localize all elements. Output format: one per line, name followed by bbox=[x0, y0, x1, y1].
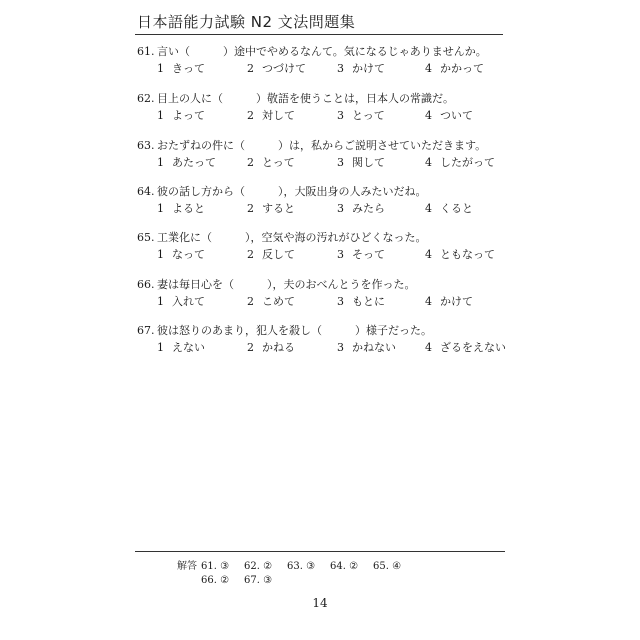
question-number: 66. bbox=[137, 278, 155, 291]
answer-option bbox=[425, 155, 495, 171]
page-header bbox=[135, 8, 503, 35]
question-text: 目上の人に（ ）敬語を使うことは，日本人の常識だ。 bbox=[157, 92, 454, 105]
option-number: 2 bbox=[247, 156, 254, 169]
answer-option bbox=[425, 247, 495, 263]
answer-item: 67. ③ bbox=[244, 575, 273, 586]
option-number: 3 bbox=[337, 295, 344, 308]
option-number: 2 bbox=[247, 202, 254, 215]
question-text: 彼は怒りのあまり，犯人を殺し（ ）様子だった。 bbox=[157, 324, 432, 337]
answer-item: 64. ② bbox=[330, 561, 359, 572]
answer-option bbox=[337, 108, 385, 124]
answer-option bbox=[157, 294, 205, 310]
page-number: 14 bbox=[312, 596, 328, 610]
option-text: かけて bbox=[440, 295, 473, 308]
option-text: したがって bbox=[440, 156, 495, 169]
option-number: 4 bbox=[425, 248, 432, 261]
option-number: 2 bbox=[247, 295, 254, 308]
option-text: こめて bbox=[262, 295, 295, 308]
question-number: 65. bbox=[137, 231, 155, 244]
answer-option bbox=[425, 340, 506, 356]
option-number: 3 bbox=[337, 341, 344, 354]
option-text: とって bbox=[352, 109, 385, 122]
question-line bbox=[137, 230, 517, 246]
answer-row bbox=[201, 574, 416, 588]
question-number: 63. bbox=[137, 139, 155, 152]
option-text: よると bbox=[172, 202, 205, 215]
answer-option bbox=[425, 294, 473, 310]
question-number: 64. bbox=[137, 185, 155, 198]
option-text: 対して bbox=[262, 109, 295, 122]
answer-item: 61. ③ bbox=[201, 561, 230, 572]
option-text: かねる bbox=[262, 341, 295, 354]
header-title: 日本語能力試験 N2 文法問題集 bbox=[137, 13, 356, 31]
question-line bbox=[137, 323, 517, 339]
question-item bbox=[137, 138, 517, 173]
answer-divider bbox=[135, 551, 505, 552]
option-number: 2 bbox=[247, 109, 254, 122]
answer-option bbox=[157, 247, 205, 263]
option-text: 関して bbox=[352, 156, 385, 169]
answer-option bbox=[247, 201, 295, 217]
option-text: 反して bbox=[262, 248, 295, 261]
option-number: 1 bbox=[157, 248, 164, 261]
answer-option bbox=[425, 108, 473, 124]
option-row bbox=[137, 155, 517, 173]
option-row bbox=[137, 201, 517, 219]
question-text: 妻は毎日心を（ ），夫のおべんとうを作った。 bbox=[157, 278, 416, 291]
option-text: なって bbox=[172, 248, 205, 261]
option-number: 1 bbox=[157, 341, 164, 354]
question-line bbox=[137, 184, 517, 200]
answer-label: 解答 bbox=[177, 561, 197, 572]
option-number: 4 bbox=[425, 109, 432, 122]
option-text: かねない bbox=[352, 341, 396, 354]
option-text: もとに bbox=[352, 295, 385, 308]
answer-option bbox=[247, 247, 295, 263]
answer-option bbox=[247, 340, 295, 356]
option-number: 4 bbox=[425, 156, 432, 169]
question-item bbox=[137, 277, 517, 312]
question-item bbox=[137, 184, 517, 219]
option-number: 1 bbox=[157, 156, 164, 169]
answer-item: 63. ③ bbox=[287, 561, 316, 572]
option-row bbox=[137, 340, 517, 358]
option-number: 1 bbox=[157, 109, 164, 122]
question-line bbox=[137, 138, 517, 154]
answer-option bbox=[337, 61, 385, 77]
option-number: 3 bbox=[337, 248, 344, 261]
answer-option bbox=[247, 155, 295, 171]
option-row bbox=[137, 61, 517, 79]
option-text: ざるをえない bbox=[440, 341, 506, 354]
option-number: 1 bbox=[157, 295, 164, 308]
answer-option bbox=[337, 201, 385, 217]
option-number: 1 bbox=[157, 62, 164, 75]
answer-option bbox=[337, 294, 385, 310]
answer-option bbox=[247, 294, 295, 310]
option-number: 3 bbox=[337, 202, 344, 215]
answer-option bbox=[425, 201, 473, 217]
option-text: みたら bbox=[352, 202, 385, 215]
option-number: 3 bbox=[337, 62, 344, 75]
option-text: ついて bbox=[440, 109, 473, 122]
option-text: くると bbox=[440, 202, 473, 215]
option-number: 2 bbox=[247, 248, 254, 261]
answer-option bbox=[157, 340, 205, 356]
answer-option bbox=[247, 108, 295, 124]
question-item bbox=[137, 44, 517, 79]
option-row bbox=[137, 108, 517, 126]
option-number: 4 bbox=[425, 295, 432, 308]
option-number: 2 bbox=[247, 62, 254, 75]
question-line bbox=[137, 277, 517, 293]
option-text: かかって bbox=[440, 62, 484, 75]
option-text: きって bbox=[172, 62, 205, 75]
option-text: かけて bbox=[352, 62, 385, 75]
question-item bbox=[137, 230, 517, 265]
option-text: ともなって bbox=[440, 248, 495, 261]
option-text: 入れて bbox=[172, 295, 205, 308]
answer-option bbox=[337, 340, 396, 356]
option-number: 1 bbox=[157, 202, 164, 215]
option-text: つづけて bbox=[262, 62, 306, 75]
answer-option bbox=[157, 61, 205, 77]
option-text: よって bbox=[172, 109, 205, 122]
answer-item: 66. ② bbox=[201, 575, 230, 586]
option-row bbox=[137, 247, 517, 265]
question-text: 工業化に（ ），空気や海の汚れがひどくなった。 bbox=[157, 231, 427, 244]
answer-option bbox=[425, 61, 484, 77]
question-number: 67. bbox=[137, 324, 155, 337]
answer-row bbox=[177, 560, 416, 574]
option-number: 2 bbox=[247, 341, 254, 354]
option-text: そって bbox=[352, 248, 385, 261]
answer-option bbox=[157, 108, 205, 124]
question-number: 62. bbox=[137, 92, 155, 105]
question-item bbox=[137, 91, 517, 126]
question-text: おたずねの件に（ ）は，私からご説明させていただきます。 bbox=[157, 139, 487, 152]
option-number: 4 bbox=[425, 202, 432, 215]
option-text: すると bbox=[262, 202, 295, 215]
answer-option bbox=[337, 155, 385, 171]
question-line bbox=[137, 91, 517, 107]
answer-item: 62. ② bbox=[244, 561, 273, 572]
question-line bbox=[137, 44, 517, 60]
answer-item: 65. ④ bbox=[373, 561, 402, 572]
question-text: 彼の話し方から（ ），大阪出身の人みたいだね。 bbox=[157, 185, 427, 198]
option-number: 4 bbox=[425, 341, 432, 354]
answer-option bbox=[247, 61, 306, 77]
option-text: えない bbox=[172, 341, 205, 354]
answer-key bbox=[177, 560, 416, 588]
option-number: 3 bbox=[337, 156, 344, 169]
option-number: 4 bbox=[425, 62, 432, 75]
answer-option bbox=[157, 155, 216, 171]
question-item bbox=[137, 323, 517, 358]
answer-option bbox=[157, 201, 205, 217]
option-text: あたって bbox=[172, 156, 216, 169]
question-number: 61. bbox=[137, 45, 155, 58]
question-text: 言い（ ）途中でやめるなんて。気になるじゃありませんか。 bbox=[157, 45, 487, 58]
option-number: 3 bbox=[337, 109, 344, 122]
option-row bbox=[137, 294, 517, 312]
option-text: とって bbox=[262, 156, 295, 169]
answer-option bbox=[337, 247, 385, 263]
